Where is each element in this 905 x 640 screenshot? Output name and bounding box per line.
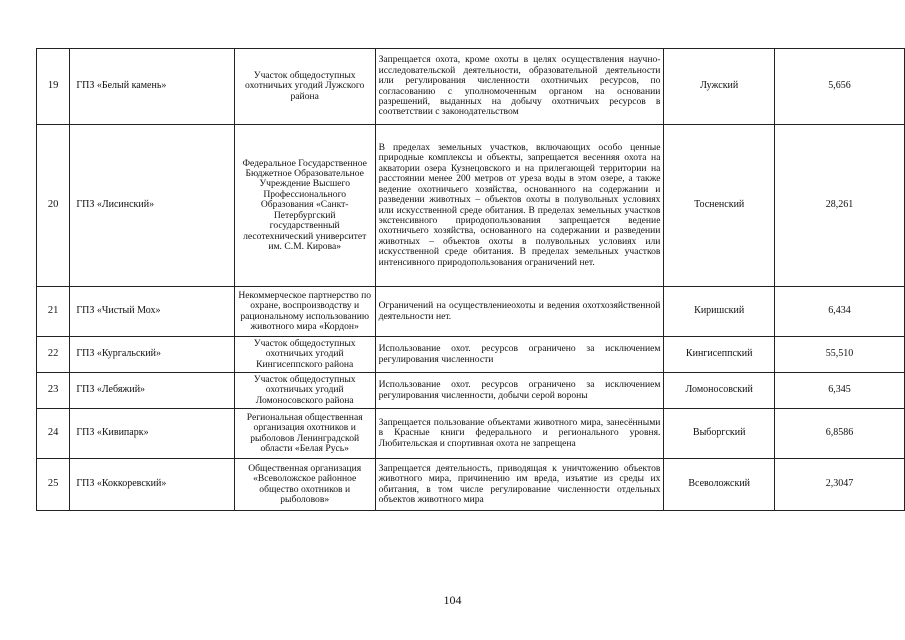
user-organization: Участок общедоступных охотничьих угодий Ломоносовского района [234,373,375,409]
district: Ломоносовский [664,373,774,409]
table-row [37,409,905,459]
row-number: 22 [37,337,70,373]
district: Тосненский [664,125,774,287]
user-organization: Региональная общественная организация охотников и рыболовов Ленинградской области «Белая Русь» [234,409,375,459]
row-number: 20 [37,125,70,287]
area-value: 28,261 [774,125,904,287]
reserve-name: ГПЗ «Белый камень» [70,49,234,125]
row-number: 24 [37,409,70,459]
district: Кингисеппский [664,337,774,373]
hunting-conditions: В пределах земельных участков, включающих особо ценные природные комплексы и объекты, запрещается весенняя охота на акватории озера Кузнецовского и на прилегающей территории на расстоянии менее 200 метров от уреза воды в этом озере, а также ведение охотничьего хозяйства, основанного на содержании и разведении животных – объектов охоты в полувольных условиях или искусственной среде обитания. В пределах земельных участков экстенсивного природопользования запрещается ведение охотничьего хозяйства, основанного на содержании и разведении животных – объектов охоты в полувольных условиях или искусственной среде обитания. В пределах земельных участков интенсивного природопользования ограничений нет. [375,125,664,287]
area-value: 2,3047 [774,459,904,511]
row-number: 19 [37,49,70,125]
table-row [37,373,905,409]
area-value: 6,434 [774,287,904,337]
reserve-name: ГПЗ «Лисинский» [70,125,234,287]
user-organization: Федеральное Государственное Бюджетное Образовательное Учреждение Высшего Профессионального Образования «Санкт-Петербургский государственный лесотехнический университет им. С.М. Кирова» [234,125,375,287]
row-number: 23 [37,373,70,409]
area-value: 55,510 [774,337,904,373]
reserve-name: ГПЗ «Кургальский» [70,337,234,373]
area-value: 6,8586 [774,409,904,459]
table-row [37,125,905,287]
reserve-name: ГПЗ «Кивипарк» [70,409,234,459]
user-organization: Общественная организация «Всеволожское районное общество охотников и рыболовов» [234,459,375,511]
reserve-name: ГПЗ «Чистый Мох» [70,287,234,337]
hunting-conditions: Запрещается пользование объектами животного мира, занесёнными в Красные книги федерального и регионального уровня. Любительская и спортивная охота не запрещена [375,409,664,459]
area-value: 6,345 [774,373,904,409]
hunting-conditions: Запрещается охота, кроме охоты в целях осуществления научно-исследовательской деятельности, образовательной деятельности или регулирования численности охотничьих ресурсов, по согласованию с уполномоченным органом на основании разрешений, выданных на добычу охотничьих ресурсов в соответствии с законодательством [375,49,664,125]
reserve-name: ГПЗ «Коккоревский» [70,459,234,511]
district: Выборгский [664,409,774,459]
user-organization: Некоммерческое партнерство по охране, воспроизводству и рациональному использованию животного мира «Кордон» [234,287,375,337]
hunting-conditions: Ограничений на осуществлениеохоты и ведения охотхозяйственной деятельности нет. [375,287,664,337]
row-number: 21 [37,287,70,337]
table-row [37,337,905,373]
area-value: 5,656 [774,49,904,125]
user-organization: Участок общедоступных охотничьих угодий Лужского района [234,49,375,125]
row-number: 25 [37,459,70,511]
hunting-conditions: Использование охот. ресурсов ограничено за исключением регулирования численности, добычи серой вороны [375,373,664,409]
reserve-name: ГПЗ «Лебяжий» [70,373,234,409]
district: Киришский [664,287,774,337]
page-number: 104 [443,593,462,607]
hunting-conditions: Использование охот. ресурсов ограничено за исключением регулирования численности [375,337,664,373]
table-row [37,459,905,511]
district: Всеволожский [664,459,774,511]
table-row [37,49,905,125]
hunting-conditions: Запрещается деятельность, приводящая к уничтожению объектов животного мира, причинению им вреда, изъятие из среды их обитания, в том числе регулирование численности отдельных объектов животного мира [375,459,664,511]
table-row [37,287,905,337]
district: Лужский [664,49,774,125]
user-organization: Участок общедоступных охотничьих угодий Кингисеппского района [234,337,375,373]
reserves-table [36,48,905,511]
